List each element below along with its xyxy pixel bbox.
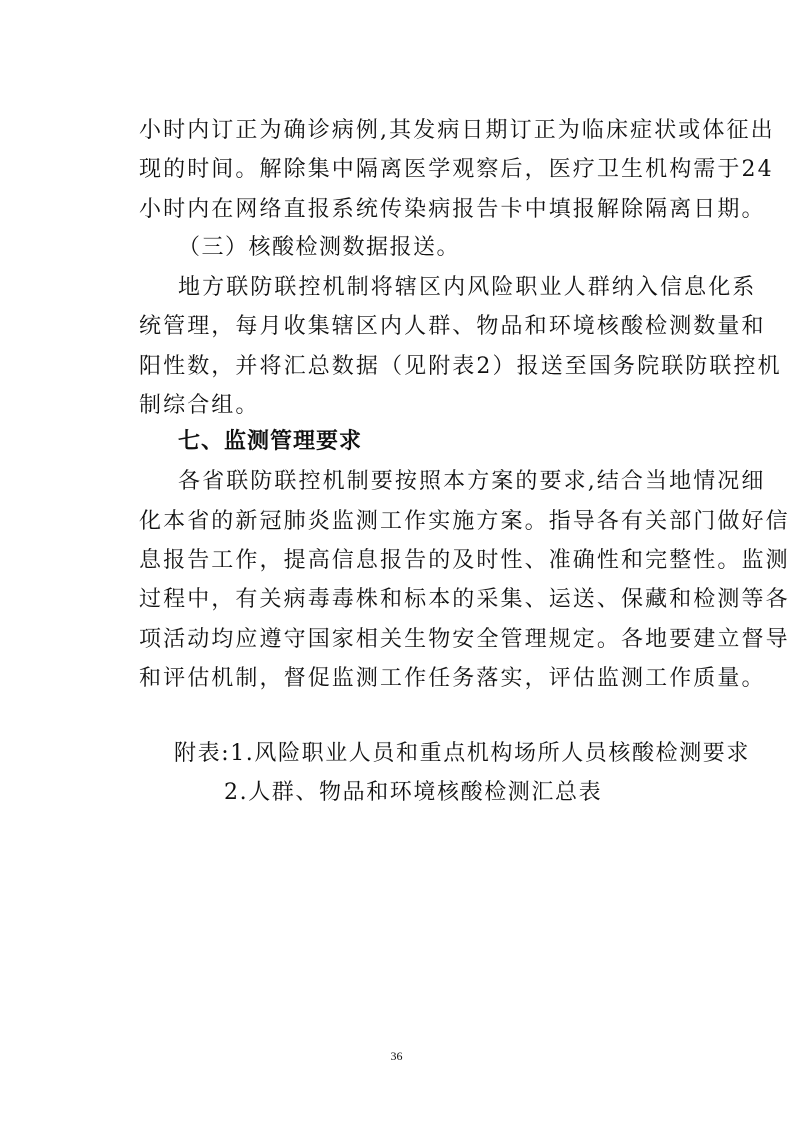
body-line-14: 项活动均应遵守国家相关生物安全管理规定。各地要建立督导 (139, 627, 790, 652)
section-heading: 七、监测管理要求 (178, 429, 363, 454)
body-line-11: 化本省的新冠肺炎监测工作实施方案。指导各有关部门做好信 (139, 509, 790, 534)
attachment-line-1: 附表:1.风险职业人员和重点机构场所人员核酸检测要求 (174, 741, 751, 766)
body-line-6: 统管理，每月收集辖区内人群、物品和环境核酸检测数量和 (139, 314, 766, 339)
subsection-heading: （三）核酸检测数据报送。 (178, 235, 461, 260)
body-line-12: 息报告工作，提高信息报告的及时性、准确性和完整性。监测 (139, 548, 790, 573)
body-line-13: 过程中，有关病毒毒株和标本的采集、运送、保藏和检测等各 (139, 587, 790, 612)
body-line-15: 和评估机制，督促监测工作任务落实，评估监测工作质量。 (139, 666, 766, 691)
body-line-1: 小时内订正为确诊病例,其发病日期订正为临床症状或体征出 (139, 118, 775, 143)
page-number: 36 (390, 1049, 403, 1063)
body-line-2: 现的时间。解除集中隔离医学观察后，医疗卫生机构需于24 (139, 157, 774, 182)
body-line-5: 地方联防联控机制将辖区内风险职业人群纳入信息化系 (178, 275, 757, 300)
body-line-10: 各省联防联控机制要按照本方案的要求,结合当地情况细 (178, 469, 766, 494)
body-line-3: 小时内在网络直报系统传染病报告卡中填报解除隔离日期。 (139, 197, 766, 222)
body-line-7: 阳性数，并将汇总数据（见附表2）报送至国务院联防联控机 (139, 354, 782, 379)
attachment-line-2: 2.人群、物品和环境核酸检测汇总表 (224, 780, 603, 805)
body-line-8: 制综合组。 (139, 393, 260, 418)
